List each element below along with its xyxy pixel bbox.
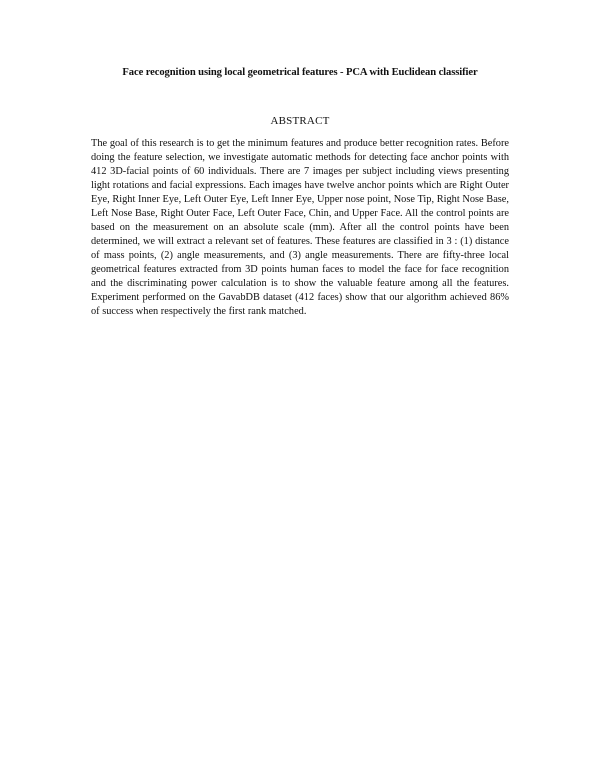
abstract-text: The goal of this research is to get the minimum features and produce better recognition rates. Before doing the feature selection, we investigate automatic methods for detecting face anchor points with 412 3D-facial points of 60 individuals. There are 7 images per subject including views presenting light rotations and facial expressions. Each images have twelve anchor points which are Right Outer Eye, Right Inner Eye, Left Outer Eye, Left Inner Eye, Upper nose point, Nose Tip, Right Nose Base, Left Nose Base, Right Outer Face, Left Outer Face, Chin, and Upper Face. All the control points are based on the measurement on an absolute scale (mm). After all the control points have been determined, we will extract a relevant set of features. These features are classified in 3 : (1) distance of mass points, (2) angle measurements, and (3) angle measurements. There are fifty-three local geometrical features extracted from 3D points human faces to model the face for face recognition and the discriminating power calculation is to show the valuable feature among all the features. Experiment performed on the GavabDB dataset (412 faces) show that our algorithm achieved 86% of success when respectively the first rank matched. xyxy=(91,138,509,317)
abstract-heading: ABSTRACT xyxy=(270,115,330,127)
paper-title: Face recognition using local geometrical features - PCA with Euclidean classifier xyxy=(122,67,478,78)
